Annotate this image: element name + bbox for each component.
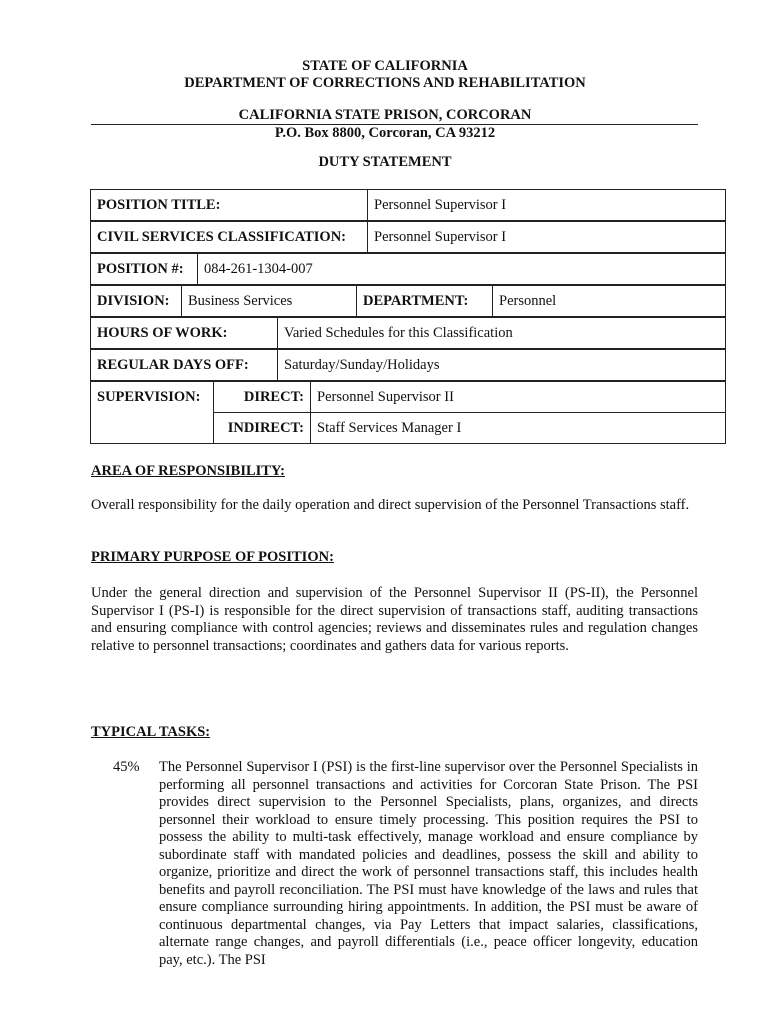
header-address: P.O. Box 8800, Corcoran, CA 93212	[274, 125, 496, 141]
direct-label: DIRECT:	[214, 382, 311, 413]
days-off-value: Saturday/Sunday/Holidays	[278, 350, 726, 381]
purpose-heading: PRIMARY PURPOSE OF POSITION:	[91, 549, 334, 565]
position-title-row	[90, 189, 726, 221]
task-text: The Personnel Supervisor I (PSI) is the first-line supervisor over the Personnel Specialists in performing all personnel transactions and activities for Corcoran State Prison. The PSI provides direct supervision to the Personnel Specialists, plans, organizes, and directs personnel their workload to ensure timely processing. This position requires the PSI to possess the ability to multi-task effectively, manage workload and ensure compliance by subordinate staff with mandated policies and deadlines, possess the skill and ability to organize, prioritize and direct the work of personnel transactions staff, this includes health benefits and payroll reconciliation. The PSI must have knowledge of the laws and rules that ensure compliance surrounding hiring appointments. In addition, the PSI must be aware of continuous departmental changes, via Pay Letters that impact salaries, classifications, alternate range changes, and payroll differentials (i.e., peace officer longevity, education pay, etc.). The PSI	[159, 759, 698, 968]
header-department: DEPARTMENT OF CORRECTIONS AND REHABILITATION	[184, 75, 586, 91]
tasks-heading: TYPICAL TASKS:	[91, 724, 211, 740]
position-number-value: 084-261-1304-007	[198, 254, 726, 285]
days-off-label: REGULAR DAYS OFF:	[91, 350, 278, 381]
days-off-row	[90, 349, 726, 381]
indirect-value: Staff Services Manager I	[311, 413, 726, 444]
hours-value: Varied Schedules for this Classification	[278, 318, 726, 349]
division-label: DIVISION:	[91, 286, 182, 317]
purpose-text: Under the general direction and supervision of the Personnel Supervisor II (PS-II), the Personnel Supervisor I (PS-I) is responsible for the direct supervision of transactions staff, auditing transactions and ensuring compliance with control agencies; reviews and disseminates rules and regulation changes relative to personnel transactions; coordinates and gathers data for various reports.	[91, 585, 698, 654]
supervision-label: SUPERVISION:	[91, 382, 214, 413]
position-number-label: POSITION #:	[91, 254, 198, 285]
position-number-row	[90, 253, 726, 285]
hours-row	[90, 317, 726, 349]
supervision-table	[90, 381, 726, 444]
position-title-label: POSITION TITLE:	[91, 190, 368, 221]
document-title: DUTY STATEMENT	[318, 154, 452, 170]
indirect-label: INDIRECT:	[214, 413, 311, 444]
classification-label: CIVIL SERVICES CLASSIFICATION:	[91, 222, 368, 253]
position-title-value: Personnel Supervisor I	[368, 190, 726, 221]
division-row	[90, 285, 726, 317]
classification-row	[90, 221, 726, 253]
header-institution: CALIFORNIA STATE PRISON, CORCORAN	[238, 107, 532, 123]
department-label: DEPARTMENT:	[357, 286, 493, 317]
division-value: Business Services	[182, 286, 357, 317]
task-percent: 45%	[113, 759, 140, 775]
classification-value: Personnel Supervisor I	[368, 222, 726, 253]
supervision-spacer	[91, 413, 214, 444]
hours-label: HOURS OF WORK:	[91, 318, 278, 349]
area-heading: AREA OF RESPONSIBILITY:	[91, 463, 285, 479]
direct-value: Personnel Supervisor II	[311, 382, 726, 413]
area-text: Overall responsibility for the daily operation and direct supervision of the Personnel Transactions staff.	[91, 497, 690, 513]
department-value: Personnel	[493, 286, 726, 317]
header-state: STATE OF CALIFORNIA	[302, 58, 468, 74]
